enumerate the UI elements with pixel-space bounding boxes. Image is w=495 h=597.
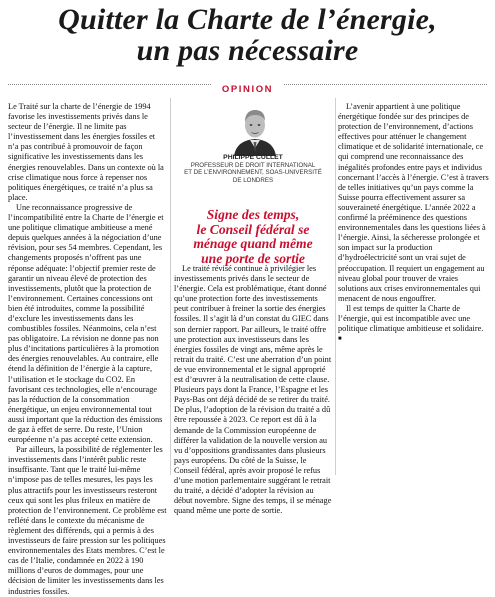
- end-mark: ■: [338, 336, 342, 343]
- headline: [0, 4, 495, 66]
- paragraph-1: Le Traité sur la charte de l’énergie de 1994 favorise les investissements privés dans le secteur de l’énergie. Il ne limite pas l’investissement dans les énergies fossiles et n’a pas contribué à promouvoir de façon significative les investissements dans les énergies renouvelables. Dans un contexte où la crise climatique nous force à repenser nos politiques énergétiques, ce traité n’a plus sa place.: [8, 102, 164, 202]
- paragraph-3-start: [8, 445, 167, 596]
- paragraph-5: L’avenir appartient à une politique énergétique fondée sur des principes de protection de l’environnement, d’actions effectives pour atténuer le changement climatique et de solidarité internationale, ce qui comprend une reconnaissance des inégalités profondes entre pays et individus concernant l’accès à l’énergie. C’est à travers de telles initiatives qu’un pays comme la Suisse pourra effectivement assurer sa souveraineté énergétique. L’année 2022 a confirmé la prééminence des questions environnementales dans les questions liées à l’énergie. Ainsi, la sécheresse prolongée et son impact sur la production d’hydroélectricité sont un vrai sujet de préoccupation. Il requiert un engagement au niveau global pour trouver de vraies solutions aux crises environnementales qui menacent de nous engouffrer.: [338, 102, 489, 303]
- pull-quote-line-4: une porte de sortie: [201, 250, 305, 266]
- paragraph-3: Par ailleurs, la possibilité de réglementer les investissements dans l’intérêt public reste insuffisante. Tant que le traité lui-même n’impose pas de telles mesures, les pays les plus attractifs pour les investisseurs resteront ceux qui sont les plus frileux en matière de protection de l’environnement. Ce problème est reflété dans le contexte du mécanisme de règlement des différends, qui a permis à des investisseurs de faire pression sur les politiques environnementales des Etats membres. C’est le cas de l’Italie, condamnée en 2022 à 190 millions d’euros de dommages, pour une décision de limiter les investissements dans les industries fossiles.: [8, 445, 167, 596]
- article-column-1: [8, 102, 167, 597]
- section-label: [0, 79, 495, 97]
- pull-quote-line-3: ménage quand même: [193, 236, 313, 252]
- pull-quote: [176, 208, 330, 266]
- author-role-line-3: DE LONDRES: [232, 176, 274, 184]
- column-divider-left: [170, 98, 171, 475]
- article-column-2: [174, 264, 332, 516]
- author-name: PHILIPPE CULLET: [223, 154, 283, 161]
- pull-quote-line-2: le Conseil fédéral se: [196, 221, 310, 237]
- column-divider-right: [335, 98, 336, 475]
- article-column-3: [338, 102, 489, 344]
- headline-line-2: un pas nécessaire: [136, 34, 359, 67]
- author-role: [174, 162, 332, 184]
- section-label-text: OPINION: [212, 84, 283, 95]
- pull-quote-line-1: Signe des temps,: [206, 207, 300, 222]
- author-portrait: [232, 104, 278, 156]
- paragraph-6-wrap: [338, 304, 489, 344]
- author-role-line-1: PROFESSEUR DE DROIT INTERNATIONAL: [190, 162, 316, 169]
- headline-line-1: Quitter la Charte de l’énergie,: [58, 3, 437, 36]
- author-role-line-2: ET DE L’ENVIRONNEMENT, SOAS-UNIVERSITÉ: [184, 169, 322, 177]
- paragraph-4: Le traité révisé continue à privilégier les investissements privés dans le secteur de l’énergie. Cela est problématique, étant donné qu’une protection forte des investissements peut contribuer à freiner la sortie des énergies fossiles. Il s’agit là d’un constat du GIEC dans son dernier rapport. Par ailleurs, le traité offre une protection aux investisseurs dans les énergies fossiles de vingt ans, même après le retrait du traité. C’est une aberration d’un point de vue environnemental et le signal approprié est d’œuvrer à la neutralisation de cette clause. Plusieurs pays dont la France, l’Espagne et les Pays-Bas ont déjà décidé de se retirer du traité. De plus, l’adoption de la révision du traité a dû être repoussée à 2023. Ce report est dû à la demande de la Commission européenne de différer la validation de la nouvelle version au vu d’oppositions grandissantes dans plusieurs pays européens. Du côté de la Suisse, le Conseil fédéral, après avoir proposé le refus d’une motion parlementaire suggérant le retrait du traité, a décidé d’adopter la révision au début novembre. Signe des temps, il se ménage quand même une porte de sortie.: [174, 264, 332, 516]
- paragraph-2: Une reconnaissance progressive de l’incompatibilité entre la Charte de l’énergie et une politique climatique ambitieuse a mené depuis quelques années à la négociation d’une révision, pour ses 54 membres. Cependant, les changements proposés n’offrent pas une réponse adéquate: l’objectif premier reste de garantir un niveau élevé de protection des investissements, plutôt que la protection de l’environnement. Certaines concessions ont bien été introduites, comme la possibilité d’exclure les investissements dans les combustibles fossiles. Néanmoins, cela n’est pas obligatoire. La révision ne donne pas non plus d’incitations particulières à la promotion des énergies renouvelables. Au contraire, elle étend la définition de l’énergie à la capture, l’utilisation et le stockage du CO2. En favorisant ces technologies, elle n’encourage pas la réduction de la consommation énergétique, un enjeu environnemental tout aussi important que la réduction des émissions de gaz à effet de serre. Du reste, l’Union européenne n’a pas accepté cette extension.: [8, 202, 164, 445]
- paragraph-6: Il est temps de quitter la Charte de l’énergie, qui est incompatible avec une politique climatique ambitieuse et solidaire.: [338, 303, 484, 334]
